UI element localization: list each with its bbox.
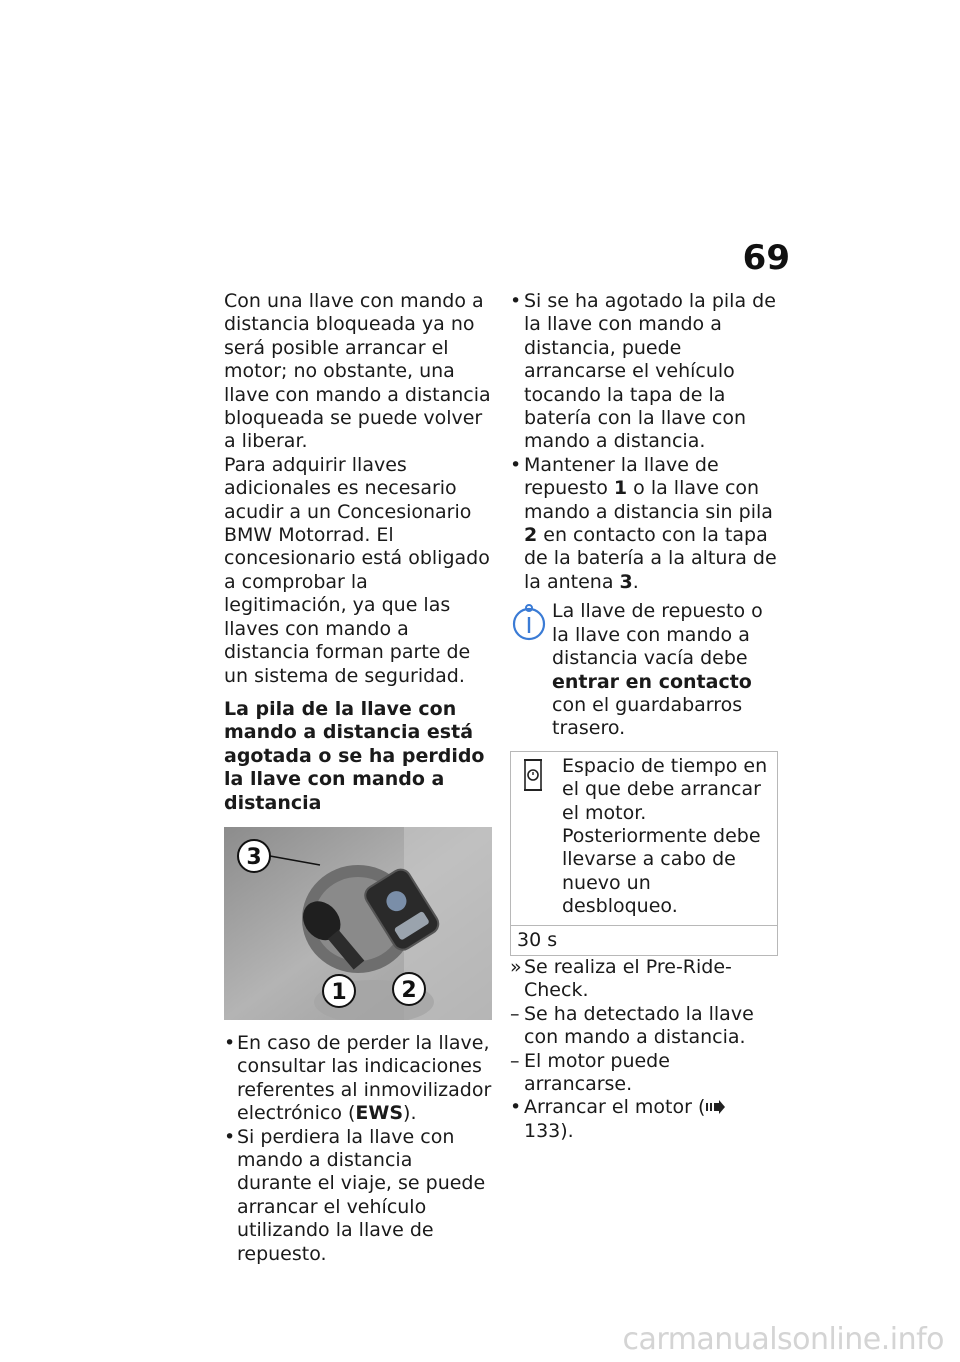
bullet-lost-during-trip: • Si perdiera la llave con mando a distancia durante el viaje, se puede arrancar el vehículo utilizando la llave de repuesto. [224,1126,492,1266]
dash-mark-2: – [510,1049,520,1072]
time-window-box [510,751,778,956]
bullet-hold-key-c: o la llave con mando a distancia sin pila [524,477,773,523]
info-note-text [510,600,780,740]
bullet-lost-key-text: En caso de perder la llave, consultar las indicaciones referentes al inmovilizador electrónico ( [237,1031,492,1125]
dash-text-2: El motor puede arrancarse. [524,1049,670,1095]
ews-label: EWS [355,1102,404,1125]
bullet-hold-key-d: en contacto con la tapa de la batería a la altura de la antena [524,524,777,593]
dash-line-2 [510,1050,780,1097]
note-bold: entrar en contacto [552,670,752,693]
dash-line-1 [510,1003,780,1050]
right-column [510,290,780,1143]
info-note [510,600,780,740]
page-number: 69 [742,238,790,278]
callout-2: 2 [401,977,417,1003]
paragraph-blocked-key: Con una llave con mando a distancia bloqueada ya no será posible arrancar el motor; no obstante, una llave con mando a distancia bloqueada se puede volver a liberar. [224,290,491,453]
watermark: carmanualsonline.info [622,1322,944,1357]
section-heading: La pila de la llave con mando a distancia está agotada o se ha perdido la llave con mando a distancia [224,697,485,814]
timer-icon [521,758,545,792]
bullet-hold-key-a: Mantener la llave de repuesto [524,453,719,500]
page-reference[interactable]: 133 [524,1119,561,1142]
note-text-b: con el guardabarros trasero. [552,693,743,740]
start-engine-text: Arrancar el motor ( [524,1096,706,1119]
callout-1: 1 [331,979,347,1005]
ref-1: 1 [613,477,628,500]
bullet-hold-key [510,454,780,594]
bullet-start-engine [510,1096,780,1143]
left-column [224,290,492,1266]
time-window-value: 30 s [517,928,558,951]
page-reference-arrow-icon [705,1100,725,1114]
paragraph-additional-keys: Para adquirir llaves adicionales es necesario acudir a un Concesionario BMW Motorrad. El concesionario está obligado a comprobar la legitimación, ya que las llaves con mando a distancia forman parte de un sistema de seguridad. [224,453,490,687]
info-icon [510,602,548,642]
bullet-lost-key [224,1032,492,1126]
bullet-battery-empty: • Si se ha agotado la pila de la llave con mando a distancia, puede arrancarse el vehículo tocando la tapa de la batería con la llave con mando a distancia. [510,290,780,454]
note-text-a: La llave de repuesto o la llave con mando a distancia vacía debe [552,600,763,670]
time-window-text: Espacio de tiempo en el que debe arrancar el motor. Posteriormente debe llevarse a cabo de nuevo un desbloqueo. [562,754,768,918]
result-mark: » [510,955,522,978]
bullet-hold-key-e: . [632,570,639,593]
dash-text-1: Se ha detectado la llave con mando a distancia. [524,1002,754,1049]
result-line [510,956,780,1003]
ref-2: 2 [524,524,538,547]
bullet-lost-key-end: ). [403,1102,417,1125]
start-engine-end: ). [560,1119,574,1142]
ref-3: 3 [619,570,633,593]
time-window-description [511,752,777,926]
key-battery-figure [224,827,492,1020]
dash-mark-1: – [510,1002,520,1025]
result-text: Se realiza el Pre-Ride-Check. [524,955,732,1002]
callout-3: 3 [246,844,262,870]
